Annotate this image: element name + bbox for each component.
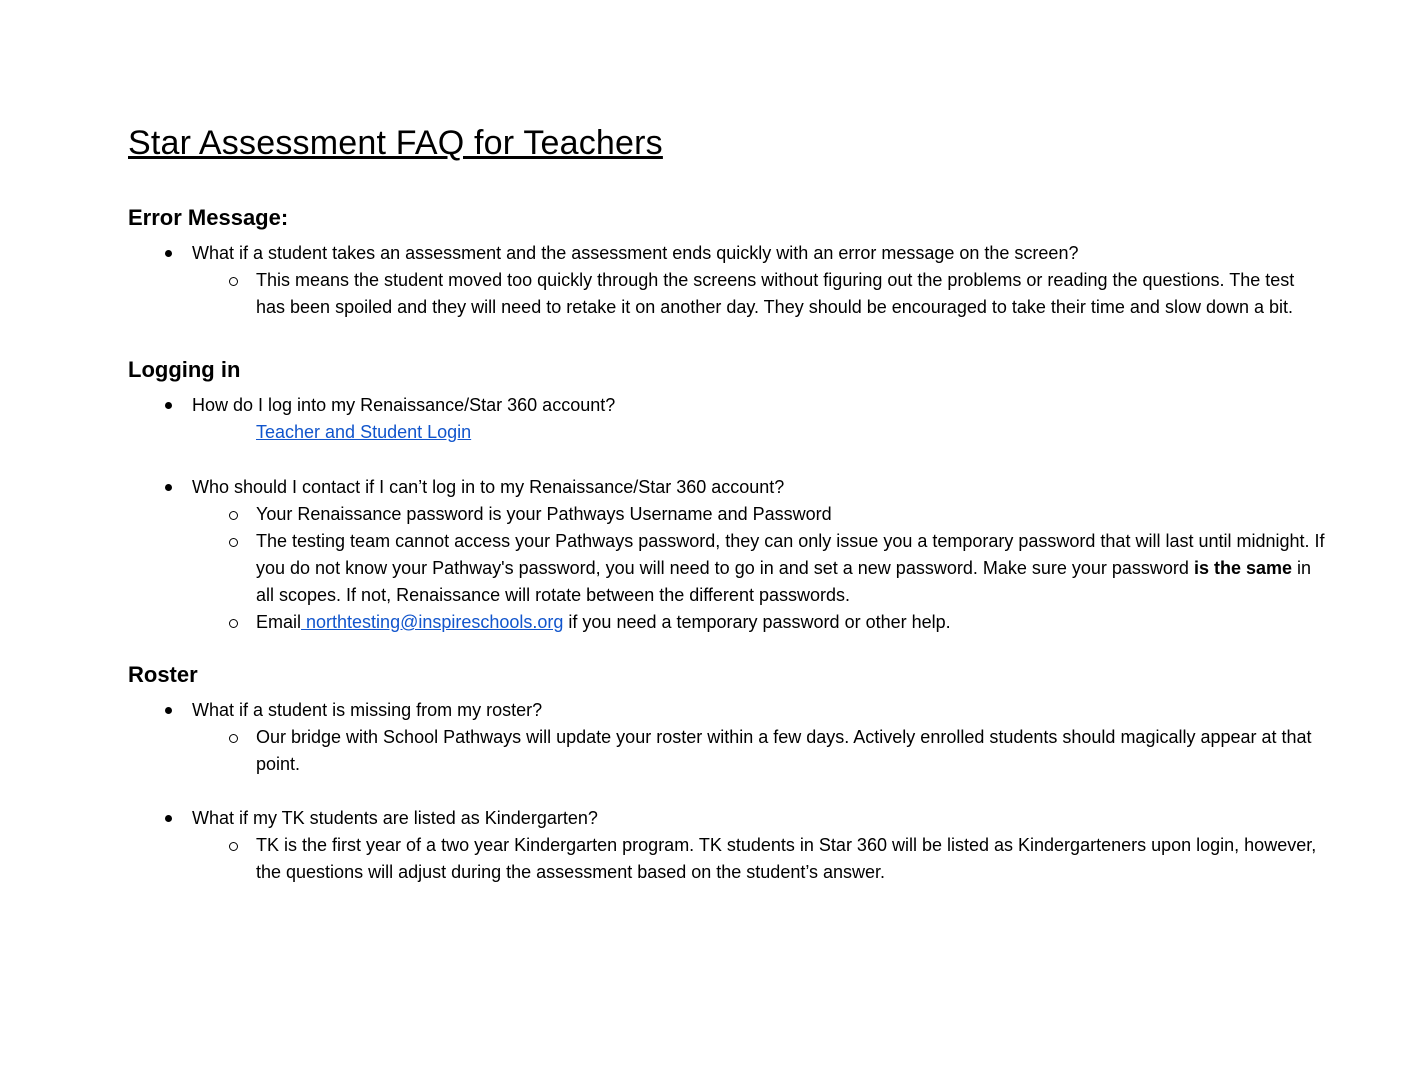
- hollow-circle-bullet-icon: [229, 619, 238, 628]
- faq-question-text: What if a student takes an assessment and the assessment ends quickly with an error message on the screen?: [192, 243, 1079, 263]
- faq-question-error-1: [128, 240, 1326, 267]
- faq-answer-text: This means the student moved too quickly through the screens without figuring out the problems or reading the questions. The test has been spoiled and they will need to retake it on another day. They should be encouraged to take their time and slow down a bit.: [256, 270, 1295, 317]
- faq-answer-roster-2: [128, 832, 1326, 886]
- section-heading-error-message: Error Message:: [128, 205, 289, 230]
- hollow-circle-bullet-icon: [229, 277, 238, 286]
- hollow-circle-bullet-icon: [229, 511, 238, 520]
- filled-circle-bullet-icon: [165, 402, 172, 409]
- teacher-student-login-link[interactable]: Teacher and Student Login: [256, 422, 472, 442]
- faq-answer-login-2b: [128, 528, 1326, 609]
- faq-answer-error-1: [128, 267, 1326, 321]
- section-roster: [128, 662, 1326, 886]
- faq-question-text: What if a student is missing from my roster?: [192, 700, 543, 720]
- faq-question-roster-2: [128, 805, 1326, 832]
- faq-answer-login-link-line: [128, 419, 1326, 446]
- filled-circle-bullet-icon: [165, 707, 172, 714]
- faq-answer-login-2a: [128, 501, 1326, 528]
- faq-answer-text: TK is the first year of a two year Kindergarten program. TK students in Star 360 will be listed as Kindergarteners upon login, however, the questions will adjust during the assessment based on the student’s answer.: [256, 835, 1317, 882]
- faq-answer-text-post: if you need a temporary password or other help.: [563, 612, 951, 632]
- hollow-circle-bullet-icon: [229, 538, 238, 547]
- faq-answer-roster-1: [128, 724, 1326, 778]
- section-error-message: [128, 205, 1326, 321]
- filled-circle-bullet-icon: [165, 815, 172, 822]
- faq-answer-text-post: in all scopes. If not, Renaissance will rotate between the different passwords.: [256, 558, 1312, 605]
- faq-question-text: What if my TK students are listed as Kindergarten?: [192, 808, 598, 828]
- document-title: Star Assessment FAQ for Teachers: [128, 124, 663, 162]
- faq-answer-text: Our bridge with School Pathways will update your roster within a few days. Actively enrolled students should magically appear at that point.: [256, 727, 1312, 774]
- faq-answer-text-pre: Email: [256, 612, 302, 632]
- faq-question-login-2: [128, 474, 1326, 501]
- faq-question-text: How do I log into my Renaissance/Star 360 account?: [192, 395, 616, 415]
- faq-answer-text-pre: The testing team cannot access your Pathways password, they can only issue you a temporary password that will last until midnight. If you do not know your Pathway's password, you will need to go in and set a new password. Make sure your password: [256, 531, 1325, 578]
- section-logging-in: [128, 357, 1326, 636]
- faq-question-roster-1: [128, 697, 1326, 724]
- hollow-circle-bullet-icon: [229, 734, 238, 743]
- section-heading-logging-in: Logging in: [128, 357, 241, 382]
- faq-answer-text-bold: is the same: [1193, 558, 1292, 578]
- faq-question-login-1: [128, 392, 1326, 419]
- section-heading-roster: Roster: [128, 662, 198, 687]
- filled-circle-bullet-icon: [165, 484, 172, 491]
- faq-question-text: Who should I contact if I can’t log in to my Renaissance/Star 360 account?: [192, 477, 785, 497]
- faq-answer-login-2c: [128, 609, 1326, 636]
- hollow-circle-bullet-icon: [229, 842, 238, 851]
- northtesting-email-link[interactable]: northtesting@inspireschools.org: [301, 612, 564, 632]
- faq-answer-text: Your Renaissance password is your Pathways Username and Password: [256, 504, 832, 524]
- filled-circle-bullet-icon: [165, 250, 172, 257]
